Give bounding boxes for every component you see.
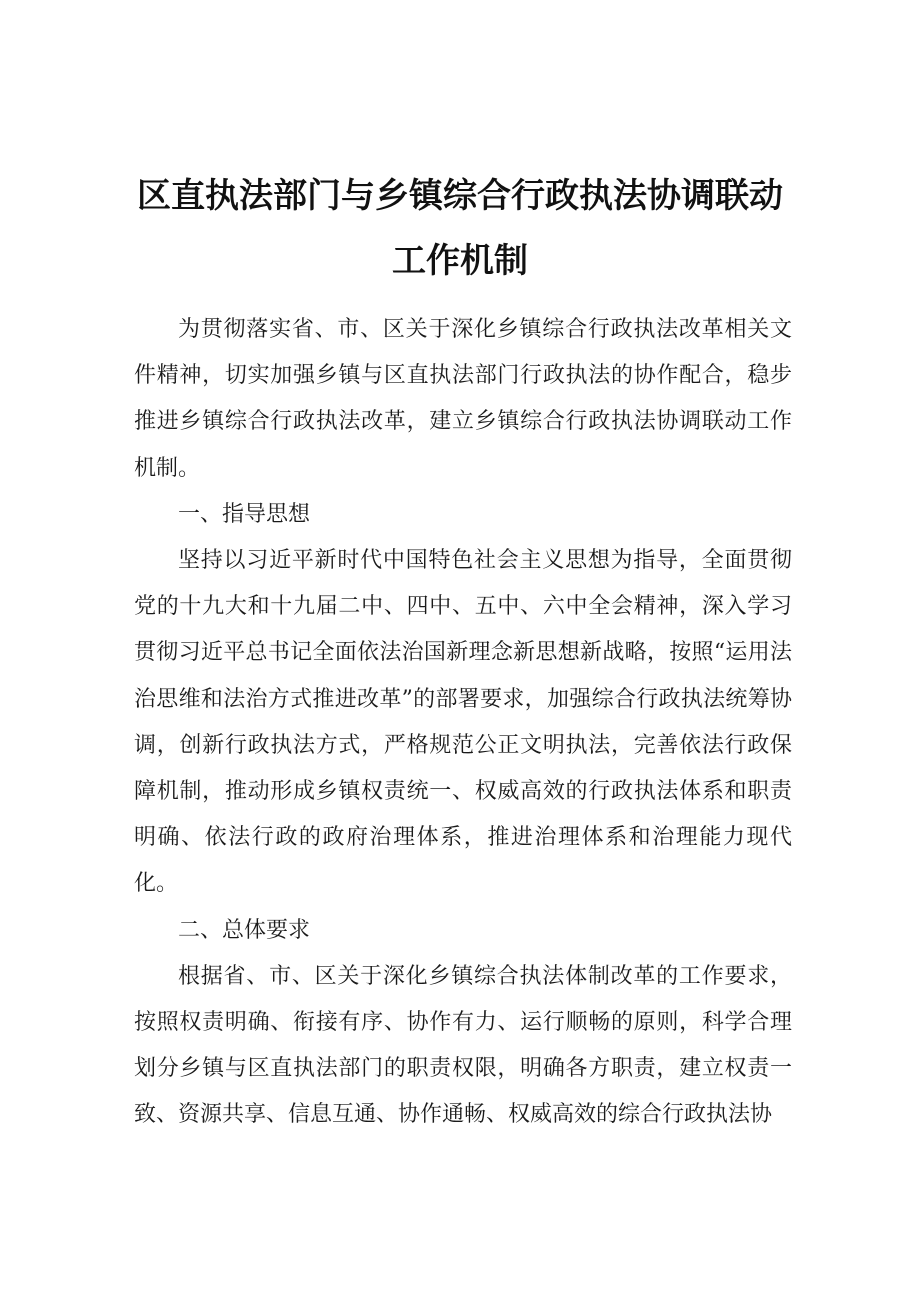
overall-requirements-paragraph: 根据省、市、区关于深化乡镇综合执法体制改革的工作要求，按照权责明确、衔接有序、协作有力、运行顺畅的原则，科学合理划分乡镇与区直执法部门的职责权限，明确各方职责，建立权责一致、资源共享、信息互通、协作通畅、权威高效的综合行政执法协 xyxy=(134,963,792,1128)
document-title-line-1: 区直执法部门与乡镇综合行政执法协调联动 xyxy=(137,176,783,216)
guiding-ideology-paragraph: 坚持以习近平新时代中国特色社会主义思想为指导，全面贯彻党的十九大和十九届二中、四中、五中、六中全会精神，深入学习贯彻习近平总书记全面依法治国新理念新思想新战略，按照“运用法治思维和法治方式推进改革”的部署要求，加强综合行政执法统筹协调，创新行政执法方式，严格规范公正文明执法，完善依法行政保障机制，推动形成乡镇权责统一、权威高效的行政执法体系和职责明确、依法行政的政府治理体系，推进治理体系和治理能力现代化。 xyxy=(134,548,792,897)
document-title-line-2: 工作机制 xyxy=(392,241,528,281)
intro-paragraph: 为贯彻落实省、市、区关于深化乡镇综合行政执法改革相关文件精神，切实加强乡镇与区直执法部门行政执法的协作配合，稳步推进乡镇综合行政执法改革，建立乡镇综合行政执法协调联动工作机制。 xyxy=(134,317,792,481)
document-body xyxy=(134,307,792,1139)
section-heading-overall-requirements: 二、总体要求 xyxy=(178,917,311,943)
section-heading-guiding-ideology: 一、指导思想 xyxy=(178,501,311,527)
